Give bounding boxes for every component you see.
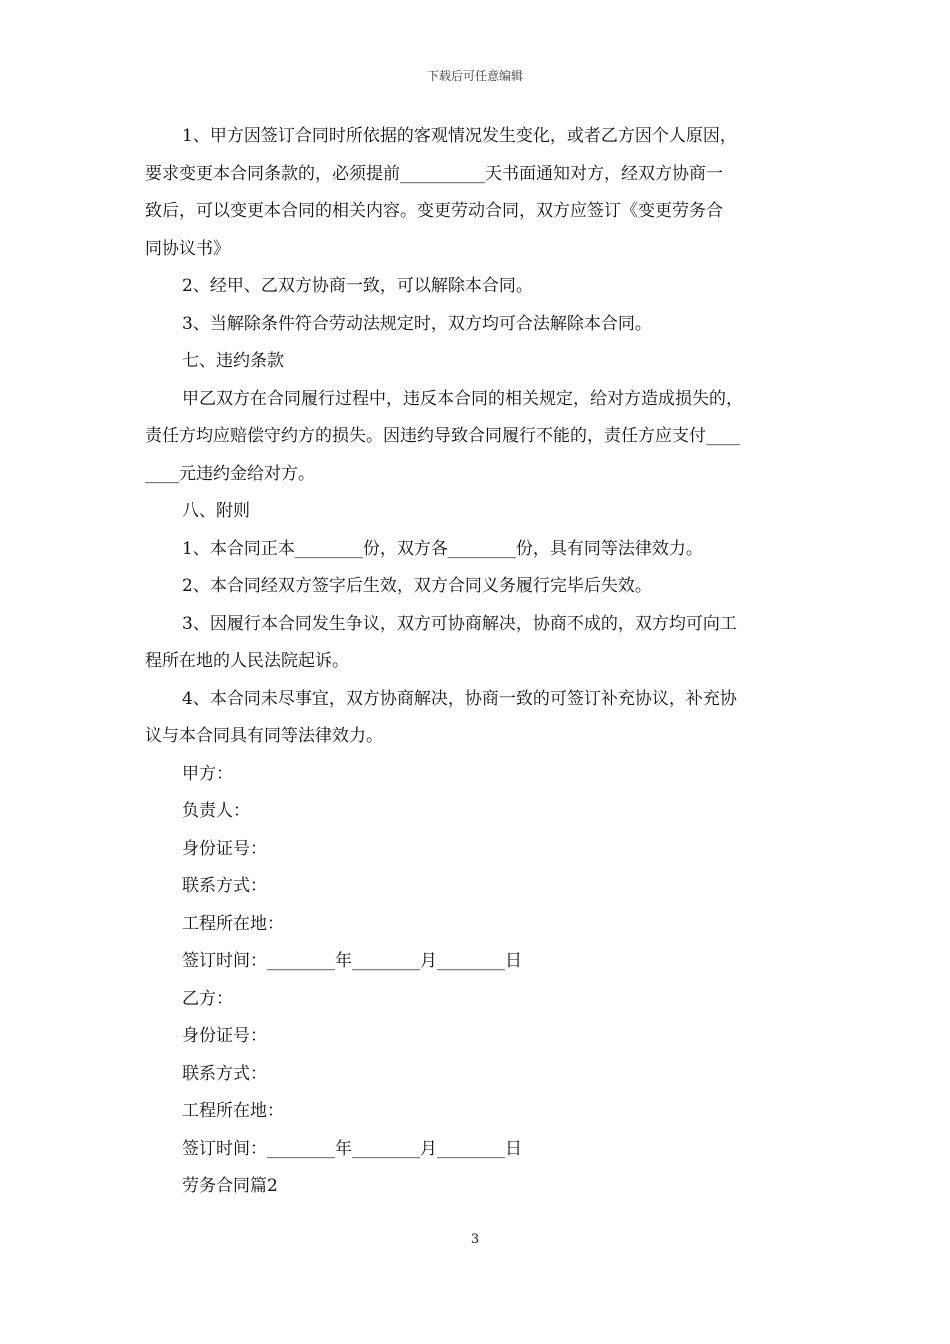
- paragraph-line: 劳务合同篇2: [182, 1176, 278, 1196]
- paragraph-line: 签订时间：________年________月________日: [182, 951, 522, 971]
- paragraph-line: 工程所在地：: [182, 913, 284, 934]
- paragraph-line: 4、本合同未尽事宜，双方协商解决，协商一致的可签订补充协议，补充协: [182, 688, 737, 709]
- paragraph-line: 联系方式：: [182, 876, 267, 896]
- paragraph-line: 签订时间：________年________月________日: [182, 1138, 522, 1159]
- paragraph-line: 同协议书》: [145, 238, 230, 259]
- document-body: [145, 118, 815, 1206]
- paragraph-line: 致后，可以变更本合同的相关内容。变更劳动合同，双方应签订《变更劳务合: [145, 201, 723, 221]
- page-number: 3: [470, 1232, 480, 1247]
- paragraph-line: 甲乙双方在合同履行过程中，违反本合同的相关规定，给对方造成损失的，: [182, 388, 743, 409]
- paragraph-line: 2、本合同经双方签字后生效，双方合同义务履行完毕后失效。: [182, 576, 652, 596]
- paragraph-line: 身份证号：: [182, 1026, 267, 1046]
- paragraph-line: 1、本合同正本________份，双方各________份，具有同等法律效力。: [182, 538, 703, 559]
- paragraph-line: 工程所在地：: [182, 1101, 284, 1121]
- paragraph-line: 1、甲方因签订合同时所依据的客观情况发生变化，或者乙方因个人原因，: [182, 126, 737, 146]
- paragraph-line: 联系方式：: [182, 1063, 267, 1084]
- paragraph-line: 2、经甲、乙双方协商一致，可以解除本合同。: [182, 276, 533, 296]
- paragraph-line: 议与本合同具有同等法律效力。: [145, 726, 383, 746]
- paragraph-line: 责任方均应赔偿守约方的损失。因违约导致合同履行不能的，责任方应支付____: [145, 426, 740, 446]
- paragraph-line: ____元违约金给对方。: [145, 463, 315, 484]
- paragraph-line: 程所在地的人民法院起诉。: [145, 651, 349, 671]
- paragraph-line: 甲方：: [182, 763, 233, 784]
- paragraph-line: 3、因履行本合同发生争议，双方可协商解决，协商不成的，双方均可向工: [182, 613, 737, 634]
- page-header: 下载后可任意编辑: [426, 69, 523, 83]
- paragraph-line: 乙方：: [182, 988, 233, 1009]
- paragraph-line: 要求变更本合同条款的，必须提前__________天书面通知对方，经双方协商一: [145, 163, 723, 184]
- paragraph-line: 八、附则: [182, 501, 250, 521]
- paragraph-line: 身份证号：: [182, 838, 267, 859]
- paragraph-line: 负责人：: [182, 801, 250, 821]
- paragraph-line: 七、违约条款: [182, 351, 284, 371]
- paragraph-line: 3、当解除条件符合劳动法规定时，双方均可合法解除本合同。: [182, 313, 652, 334]
